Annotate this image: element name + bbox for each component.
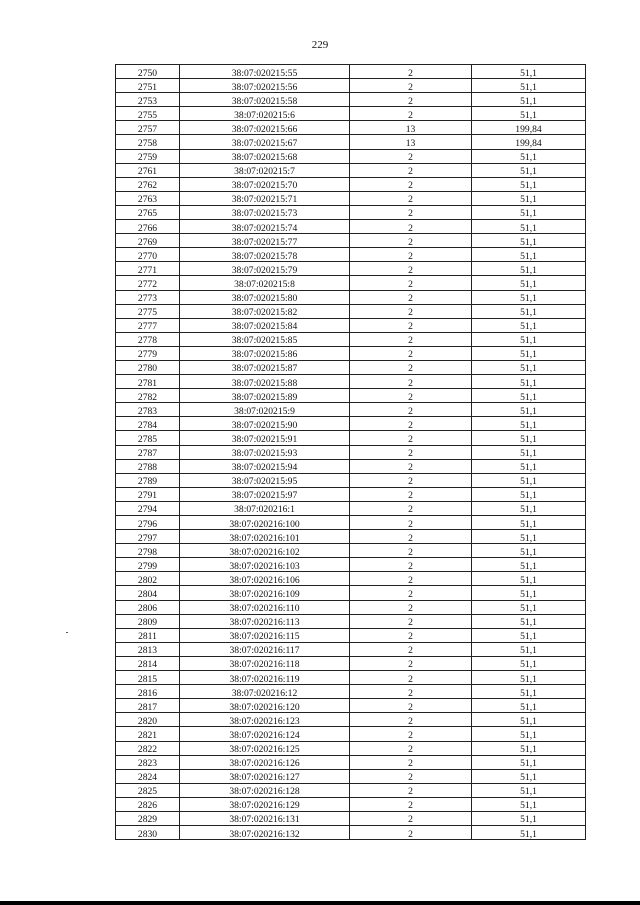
rooms-cell: 2 [350,544,472,558]
row-number-cell: 2826 [116,797,180,811]
area-cell: 51,1 [472,501,586,515]
row-number-cell: 2751 [116,79,180,93]
table-row [116,346,586,360]
table-row [116,459,586,473]
table-row [116,332,586,346]
cadastral-number-cell: 38:07:020215:80 [180,290,350,304]
area-cell: 51,1 [472,558,586,572]
rooms-cell: 2 [350,755,472,769]
row-number-cell: 2771 [116,262,180,276]
cadastral-number-cell: 38:07:020215:70 [180,177,350,191]
rooms-cell: 2 [350,699,472,713]
rooms-cell: 2 [350,149,472,163]
table-row [116,826,586,840]
table-row [116,121,586,135]
row-number-cell: 2796 [116,516,180,530]
table-row [116,149,586,163]
area-cell: 51,1 [472,234,586,248]
cadastral-number-cell: 38:07:020216:103 [180,558,350,572]
cadastral-number-cell: 38:07:020215:87 [180,360,350,374]
rooms-cell: 2 [350,375,472,389]
rooms-cell: 2 [350,586,472,600]
table-row [116,586,586,600]
cadastral-number-cell: 38:07:020216:110 [180,600,350,614]
scan-bottom-edge [0,901,640,905]
cadastral-number-cell: 38:07:020215:86 [180,346,350,360]
cadastral-number-cell: 38:07:020216:117 [180,642,350,656]
cadastral-number-cell: 38:07:020215:58 [180,93,350,107]
table-row [116,558,586,572]
area-cell: 51,1 [472,304,586,318]
row-number-cell: 2758 [116,135,180,149]
area-cell: 51,1 [472,346,586,360]
rooms-cell: 2 [350,445,472,459]
area-cell: 51,1 [472,262,586,276]
row-number-cell: 2804 [116,586,180,600]
area-cell: 51,1 [472,445,586,459]
rooms-cell: 2 [350,107,472,121]
cadastral-number-cell: 38:07:020216:131 [180,811,350,825]
table-row [116,248,586,262]
area-cell: 51,1 [472,177,586,191]
table-row [116,614,586,628]
area-cell: 51,1 [472,671,586,685]
table-row [116,699,586,713]
row-number-cell: 2784 [116,417,180,431]
area-cell: 51,1 [472,628,586,642]
rooms-cell: 2 [350,811,472,825]
table-row [116,572,586,586]
rooms-cell: 2 [350,276,472,290]
row-number-cell: 2780 [116,360,180,374]
cadastral-number-cell: 38:07:020215:55 [180,65,350,79]
table-row [116,741,586,755]
row-number-cell: 2817 [116,699,180,713]
area-cell: 51,1 [472,727,586,741]
rooms-cell: 2 [350,262,472,276]
table-row [116,220,586,234]
cadastral-number-cell: 38:07:020215:68 [180,149,350,163]
row-number-cell: 2761 [116,163,180,177]
rooms-cell: 2 [350,79,472,93]
area-cell: 51,1 [472,318,586,332]
cadastral-number-cell: 38:07:020216:132 [180,826,350,840]
row-number-cell: 2755 [116,107,180,121]
table-row [116,205,586,219]
cadastral-number-cell: 38:07:020216:102 [180,544,350,558]
table-row [116,79,586,93]
cadastral-number-cell: 38:07:020215:71 [180,191,350,205]
rooms-cell: 2 [350,600,472,614]
rooms-cell: 2 [350,163,472,177]
rooms-cell: 2 [350,656,472,670]
table-row [116,783,586,797]
row-number-cell: 2809 [116,614,180,628]
row-number-cell: 2783 [116,403,180,417]
rooms-cell: 2 [350,685,472,699]
table-row [116,234,586,248]
row-number-cell: 2794 [116,501,180,515]
row-number-cell: 2829 [116,811,180,825]
cadastral-number-cell: 38:07:020215:67 [180,135,350,149]
area-cell: 51,1 [472,163,586,177]
area-cell: 51,1 [472,642,586,656]
area-cell: 199,84 [472,135,586,149]
area-cell: 51,1 [472,417,586,431]
cadastral-number-cell: 38:07:020216:12 [180,685,350,699]
cadastral-number-cell: 38:07:020215:66 [180,121,350,135]
table-row [116,417,586,431]
row-number-cell: 2791 [116,487,180,501]
cadastral-number-cell: 38:07:020216:113 [180,614,350,628]
table-row [116,318,586,332]
cadastral-number-cell: 38:07:020216:125 [180,741,350,755]
row-number-cell: 2797 [116,530,180,544]
table-row [116,797,586,811]
area-cell: 51,1 [472,713,586,727]
row-number-cell: 2765 [116,205,180,219]
area-cell: 51,1 [472,530,586,544]
row-number-cell: 2753 [116,93,180,107]
area-cell: 51,1 [472,783,586,797]
row-number-cell: 2769 [116,234,180,248]
rooms-cell: 2 [350,234,472,248]
row-number-cell: 2798 [116,544,180,558]
cadastral-number-cell: 38:07:020216:109 [180,586,350,600]
page-number: 229 [311,39,329,51]
table-body [116,65,586,840]
row-number-cell: 2778 [116,332,180,346]
cadastral-number-cell: 38:07:020216:1 [180,501,350,515]
rooms-cell: 2 [350,473,472,487]
cadastral-number-cell: 38:07:020215:9 [180,403,350,417]
rooms-cell: 2 [350,783,472,797]
area-cell: 51,1 [472,65,586,79]
row-number-cell: 2806 [116,600,180,614]
cadastral-number-cell: 38:07:020216:119 [180,671,350,685]
table-row [116,530,586,544]
area-cell: 51,1 [472,332,586,346]
rooms-cell: 2 [350,530,472,544]
rooms-cell: 2 [350,360,472,374]
table-row [116,304,586,318]
row-number-cell: 2782 [116,389,180,403]
cadastral-number-cell: 38:07:020215:74 [180,220,350,234]
rooms-cell: 2 [350,290,472,304]
rooms-cell: 2 [350,671,472,685]
area-cell: 51,1 [472,93,586,107]
row-number-cell: 2762 [116,177,180,191]
rooms-cell: 2 [350,572,472,586]
area-cell: 51,1 [472,107,586,121]
cadastral-number-cell: 38:07:020215:82 [180,304,350,318]
cadastral-number-cell: 38:07:020216:100 [180,516,350,530]
cadastral-number-cell: 38:07:020215:91 [180,431,350,445]
row-number-cell: 2773 [116,290,180,304]
row-number-cell: 2785 [116,431,180,445]
cadastral-number-cell: 38:07:020215:6 [180,107,350,121]
area-cell: 51,1 [472,276,586,290]
cadastral-number-cell: 38:07:020215:93 [180,445,350,459]
rooms-cell: 2 [350,389,472,403]
cadastral-table [115,64,586,840]
rooms-cell: 2 [350,797,472,811]
table-row [116,656,586,670]
area-cell: 51,1 [472,487,586,501]
area-cell: 51,1 [472,755,586,769]
table-row [116,65,586,79]
area-cell: 51,1 [472,220,586,234]
row-number-cell: 2813 [116,642,180,656]
cadastral-number-cell: 38:07:020216:101 [180,530,350,544]
rooms-cell: 2 [350,205,472,219]
row-number-cell: 2802 [116,572,180,586]
row-number-cell: 2825 [116,783,180,797]
area-cell: 51,1 [472,516,586,530]
rooms-cell: 2 [350,431,472,445]
cadastral-number-cell: 38:07:020215:8 [180,276,350,290]
cadastral-number-cell: 38:07:020215:94 [180,459,350,473]
cadastral-number-cell: 38:07:020215:95 [180,473,350,487]
row-number-cell: 2789 [116,473,180,487]
table-row [116,403,586,417]
area-cell: 51,1 [472,403,586,417]
area-cell: 51,1 [472,572,586,586]
cadastral-number-cell: 38:07:020215:90 [180,417,350,431]
rooms-cell: 2 [350,487,472,501]
row-number-cell: 2816 [116,685,180,699]
area-cell: 51,1 [472,544,586,558]
rooms-cell: 2 [350,177,472,191]
table-row [116,671,586,685]
cadastral-number-cell: 38:07:020216:128 [180,783,350,797]
cadastral-number-cell: 38:07:020216:123 [180,713,350,727]
cadastral-number-cell: 38:07:020216:106 [180,572,350,586]
table-row [116,628,586,642]
cadastral-number-cell: 38:07:020216:120 [180,699,350,713]
rooms-cell: 2 [350,741,472,755]
table-row [116,107,586,121]
row-number-cell: 2823 [116,755,180,769]
rooms-cell: 2 [350,93,472,107]
rooms-cell: 2 [350,346,472,360]
area-cell: 51,1 [472,811,586,825]
area-cell: 51,1 [472,79,586,93]
area-cell: 51,1 [472,699,586,713]
cadastral-number-cell: 38:07:020216:124 [180,727,350,741]
table-row [116,811,586,825]
area-cell: 51,1 [472,685,586,699]
cadastral-number-cell: 38:07:020216:118 [180,656,350,670]
row-number-cell: 2772 [116,276,180,290]
table-row [116,93,586,107]
area-cell: 51,1 [472,149,586,163]
table-row [116,769,586,783]
row-number-cell: 2820 [116,713,180,727]
rooms-cell: 2 [350,417,472,431]
area-cell: 51,1 [472,290,586,304]
rooms-cell: 2 [350,614,472,628]
cadastral-number-cell: 38:07:020216:129 [180,797,350,811]
rooms-cell: 2 [350,713,472,727]
area-cell: 51,1 [472,389,586,403]
table-row [116,516,586,530]
row-number-cell: 2779 [116,346,180,360]
row-number-cell: 2811 [116,628,180,642]
area-cell: 51,1 [472,826,586,840]
table-row [116,276,586,290]
row-number-cell: 2788 [116,459,180,473]
rooms-cell: 2 [350,826,472,840]
table-row [116,360,586,374]
table-row [116,135,586,149]
table-row [116,163,586,177]
rooms-cell: 2 [350,459,472,473]
row-number-cell: 2759 [116,149,180,163]
table-row [116,642,586,656]
area-cell: 51,1 [472,248,586,262]
area-cell: 51,1 [472,459,586,473]
cadastral-number-cell: 38:07:020216:127 [180,769,350,783]
cadastral-number-cell: 38:07:020215:79 [180,262,350,276]
rooms-cell: 13 [350,121,472,135]
table-row [116,544,586,558]
cadastral-number-cell: 38:07:020215:7 [180,163,350,177]
rooms-cell: 2 [350,769,472,783]
rooms-cell: 2 [350,501,472,515]
row-number-cell: 2763 [116,191,180,205]
table-row [116,389,586,403]
rooms-cell: 2 [350,65,472,79]
area-cell: 51,1 [472,769,586,783]
cadastral-number-cell: 38:07:020215:56 [180,79,350,93]
table-row [116,191,586,205]
rooms-cell: 2 [350,642,472,656]
table-row [116,177,586,191]
table-row [116,473,586,487]
cadastral-number-cell: 38:07:020215:88 [180,375,350,389]
area-cell: 51,1 [472,600,586,614]
table-row [116,431,586,445]
table-row [116,501,586,515]
cadastral-number-cell: 38:07:020215:85 [180,332,350,346]
table-row [116,375,586,389]
scan-speck [66,632,68,633]
row-number-cell: 2750 [116,65,180,79]
area-cell: 51,1 [472,205,586,219]
row-number-cell: 2830 [116,826,180,840]
table-row [116,600,586,614]
table-row [116,262,586,276]
cadastral-number-cell: 38:07:020215:97 [180,487,350,501]
cadastral-number-cell: 38:07:020215:89 [180,389,350,403]
row-number-cell: 2770 [116,248,180,262]
area-cell: 51,1 [472,431,586,445]
row-number-cell: 2814 [116,656,180,670]
table-row [116,290,586,304]
area-cell: 51,1 [472,375,586,389]
cadastral-number-cell: 38:07:020215:84 [180,318,350,332]
rooms-cell: 2 [350,403,472,417]
rooms-cell: 2 [350,248,472,262]
table-row [116,445,586,459]
table-row [116,713,586,727]
row-number-cell: 2777 [116,318,180,332]
area-cell: 51,1 [472,473,586,487]
area-cell: 51,1 [472,360,586,374]
row-number-cell: 2781 [116,375,180,389]
area-cell: 51,1 [472,656,586,670]
row-number-cell: 2821 [116,727,180,741]
rooms-cell: 2 [350,318,472,332]
row-number-cell: 2824 [116,769,180,783]
area-cell: 51,1 [472,586,586,600]
rooms-cell: 2 [350,628,472,642]
rooms-cell: 2 [350,516,472,530]
row-number-cell: 2757 [116,121,180,135]
rooms-cell: 2 [350,304,472,318]
cadastral-number-cell: 38:07:020215:73 [180,205,350,219]
table-row [116,727,586,741]
area-cell: 51,1 [472,614,586,628]
cadastral-number-cell: 38:07:020216:115 [180,628,350,642]
area-cell: 51,1 [472,191,586,205]
rooms-cell: 2 [350,727,472,741]
row-number-cell: 2787 [116,445,180,459]
row-number-cell: 2775 [116,304,180,318]
rooms-cell: 2 [350,191,472,205]
rooms-cell: 13 [350,135,472,149]
area-cell: 51,1 [472,797,586,811]
cadastral-number-cell: 38:07:020216:126 [180,755,350,769]
table-row [116,685,586,699]
cadastral-number-cell: 38:07:020215:77 [180,234,350,248]
row-number-cell: 2815 [116,671,180,685]
table-row [116,487,586,501]
area-cell: 199,84 [472,121,586,135]
table-row [116,755,586,769]
rooms-cell: 2 [350,220,472,234]
rooms-cell: 2 [350,558,472,572]
row-number-cell: 2799 [116,558,180,572]
rooms-cell: 2 [350,332,472,346]
row-number-cell: 2766 [116,220,180,234]
row-number-cell: 2822 [116,741,180,755]
cadastral-number-cell: 38:07:020215:78 [180,248,350,262]
area-cell: 51,1 [472,741,586,755]
